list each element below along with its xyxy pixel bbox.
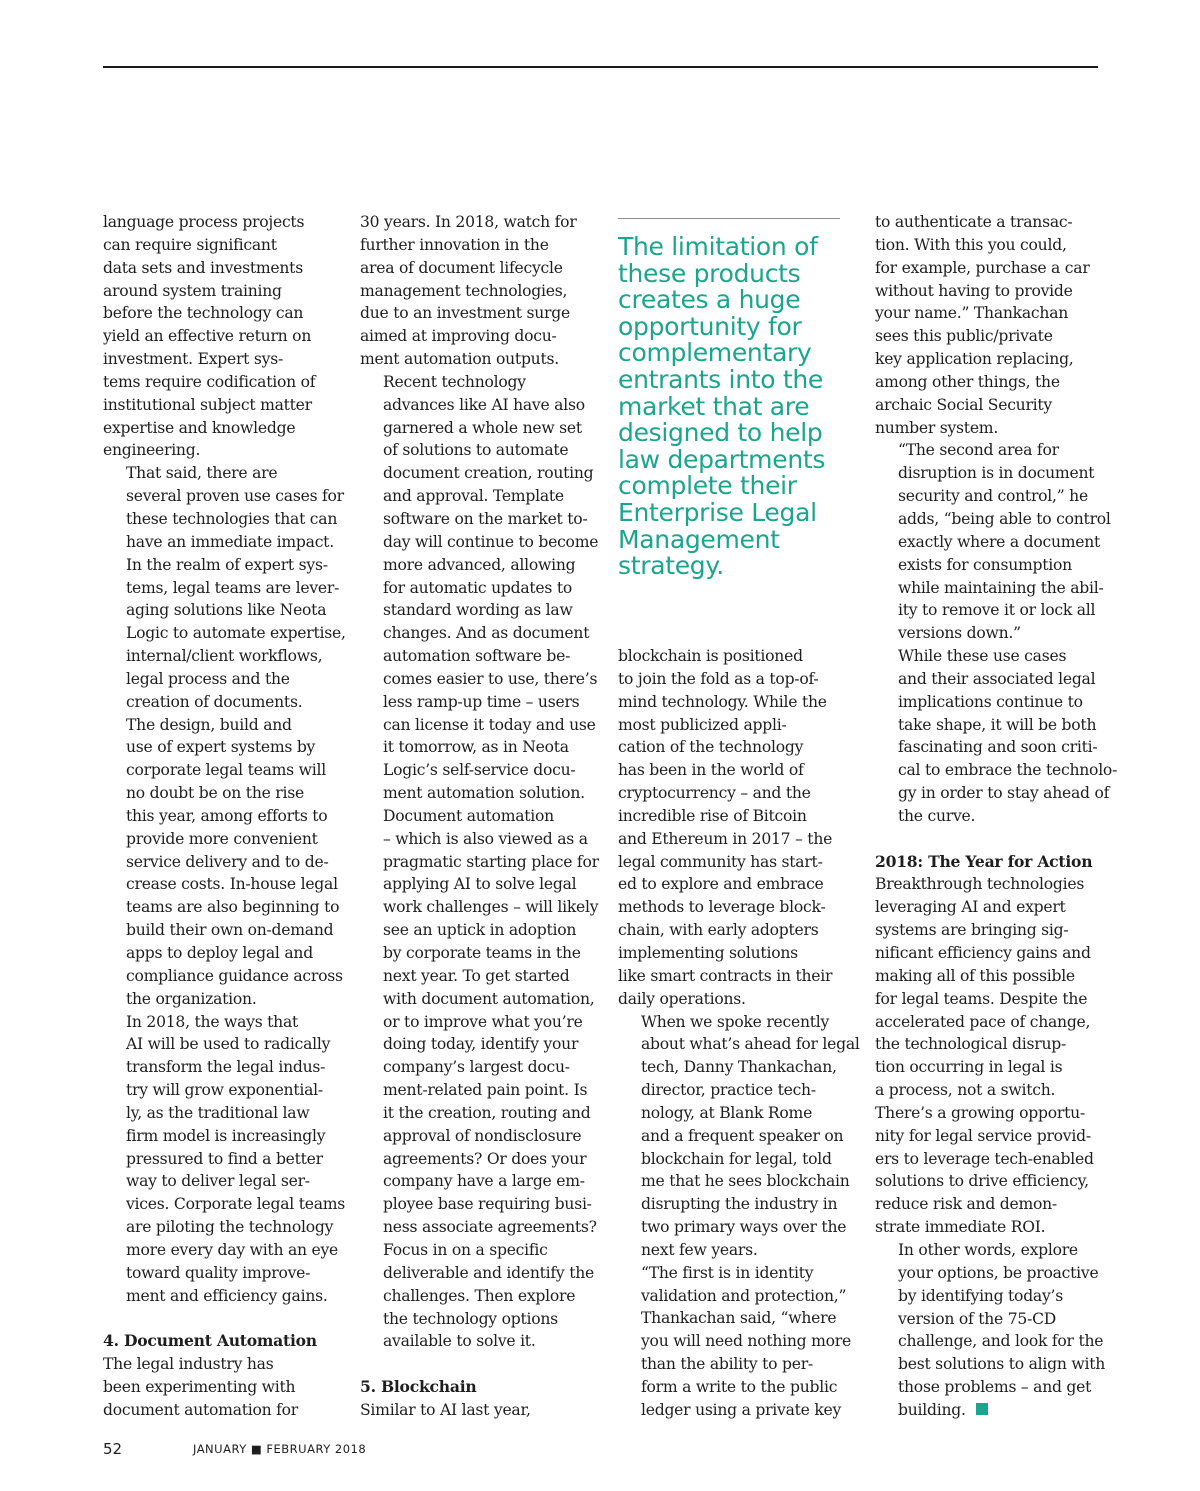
text-line: service delivery and to de- [126, 852, 329, 871]
text-line: “The first is in identity [641, 1263, 814, 1282]
text-line: and Ethereum in 2017 – the [618, 829, 833, 848]
text-line: your options, be proactive [898, 1263, 1099, 1282]
text-line: software on the market to- [383, 509, 588, 528]
text-line: company’s largest docu- [383, 1058, 570, 1077]
article-column-4 [875, 211, 1118, 1422]
text-line: ment and efficiency gains. [126, 1286, 328, 1305]
text-line: expertise and knowledge [103, 418, 296, 437]
text-line: In the realm of expert sys- [126, 555, 328, 574]
text-line: law departments [618, 444, 826, 474]
text-line: with document automation, [383, 989, 595, 1008]
text-line: several proven use cases for [126, 487, 344, 506]
text-line: While these use cases [898, 647, 1067, 666]
paragraph [875, 211, 1103, 439]
text-line: Document automation [383, 806, 554, 825]
text-line: tems require codification of [103, 372, 316, 391]
text-line: The design, build and [126, 715, 292, 734]
text-line: me that he sees blockchain [641, 1172, 850, 1191]
text-line: That said, there are [126, 464, 278, 483]
text-line: strate immediate ROI. [875, 1218, 1046, 1237]
text-line: tion. With this you could, [875, 235, 1067, 254]
text-line: director, practice tech- [641, 1081, 816, 1100]
text-line: document creation, routing [383, 464, 594, 483]
text-line: opportunity for [618, 311, 802, 341]
paragraph [360, 371, 599, 805]
text-line: AI will be used to radically [126, 1035, 331, 1054]
text-line: investment. Expert sys- [103, 350, 283, 369]
text-line: challenges. Then explore [383, 1286, 576, 1305]
text-line: chain, with early adopters [618, 921, 819, 940]
text-line: cryptocurrency – and the [618, 784, 811, 803]
text-line: tems, legal teams are lever- [126, 578, 340, 597]
text-line: There’s a growing opportu- [875, 1103, 1085, 1122]
text-line: making all of this possible [875, 966, 1075, 985]
text-line: the technological disrup- [875, 1035, 1066, 1054]
text-line: about what’s ahead for legal [641, 1035, 860, 1054]
text-line: transform the legal indus- [126, 1058, 326, 1077]
text-line: best solutions to align with [898, 1355, 1106, 1374]
text-line: company have a large em- [383, 1172, 585, 1191]
text-line: aging solutions like Neota [126, 601, 327, 620]
text-line: for example, purchase a car [875, 258, 1090, 277]
text-line: for automatic updates to [383, 578, 573, 597]
text-line: complementary [618, 338, 812, 368]
text-line: cation of the technology [618, 738, 804, 757]
paragraph [618, 645, 846, 1011]
text-line: this year, among efforts to [126, 806, 328, 825]
text-line: systems are bringing sig- [875, 921, 1069, 940]
text-line: without having to provide [875, 281, 1073, 300]
text-line: and a frequent speaker on [641, 1126, 844, 1145]
text-line: agreements? Or does your [383, 1149, 587, 1168]
text-line: solutions to drive efficiency, [875, 1172, 1089, 1191]
text-line: provide more convenient [126, 829, 318, 848]
text-line: compliance guidance across [126, 966, 343, 985]
text-line: vices. Corporate legal teams [126, 1195, 346, 1214]
text-line: these products [618, 258, 801, 288]
text-line: it tomorrow, as in Neota [383, 738, 569, 757]
text-line: next few years. [641, 1240, 758, 1259]
text-line: The limitation of [618, 232, 818, 261]
text-line: it the creation, routing and [383, 1103, 591, 1122]
text-line: management technologies, [360, 281, 568, 300]
text-line: cal to embrace the technolo- [898, 761, 1118, 780]
text-line: accelerated pace of change, [875, 1012, 1091, 1031]
text-line: entrants into the [618, 364, 824, 394]
text-line: you will need nothing more [641, 1332, 851, 1351]
text-line: institutional subject matter [103, 395, 312, 414]
text-line: changes. And as document [383, 624, 590, 643]
paragraph [360, 1399, 588, 1422]
text-line: work challenges – will likely [383, 898, 599, 917]
text-line: exactly where a document [898, 532, 1101, 551]
text-line: ed to explore and embrace [618, 875, 824, 894]
text-line: designed to help [618, 418, 823, 448]
end-of-article-mark [976, 1403, 988, 1415]
text-line: use of expert systems by [126, 738, 316, 757]
paragraph [103, 714, 343, 1011]
text-line: When we spoke recently [641, 1012, 830, 1031]
section-heading-document-automation: 4. Document Automation [103, 1331, 317, 1351]
paragraph [360, 211, 588, 371]
text-line: version of the 75-CD [898, 1309, 1057, 1328]
text-line: corporate legal teams will [126, 761, 326, 780]
text-line: challenge, and look for the [898, 1332, 1104, 1351]
text-line: document automation for [103, 1400, 299, 1419]
text-line: blockchain for legal, told [641, 1149, 832, 1168]
text-line: pragmatic starting place for [383, 852, 599, 871]
text-line: a process, not a switch. [875, 1081, 1056, 1100]
text-line: ness associate agreements? [383, 1218, 597, 1237]
paragraph [875, 873, 1103, 1239]
section-heading-year-for-action: 2018: The Year for Action [875, 851, 1093, 871]
text-line: building. [875, 1399, 1103, 1422]
text-line: 30 years. In 2018, watch for [360, 213, 577, 231]
text-line: than the ability to per- [641, 1355, 813, 1374]
text-line: most publicized appli- [618, 715, 787, 734]
text-line: try will grow exponential- [126, 1081, 323, 1100]
text-line: among other things, the [875, 372, 1060, 391]
text-line: adds, “being able to control [898, 509, 1111, 528]
text-line: doing today, identify your [383, 1035, 579, 1054]
text-line: the organization. [126, 989, 257, 1008]
text-line: firm model is increasingly [126, 1126, 326, 1145]
text-line: are piloting the technology [126, 1218, 334, 1237]
text-line: have an immediate impact. [126, 532, 334, 551]
text-line: available to solve it. [383, 1332, 536, 1351]
text-line: area of document lifecycle [360, 258, 563, 277]
paragraph [618, 1011, 860, 1262]
article-column-2 [360, 211, 599, 1422]
text-line: nity for legal service provid- [875, 1126, 1091, 1145]
text-line: complete their [618, 471, 797, 501]
text-line: further innovation in the [360, 235, 549, 254]
text-line: disruption is in document [898, 464, 1095, 483]
text-line: around system training [103, 281, 282, 300]
text-line: way to deliver legal ser- [126, 1172, 310, 1191]
text-line: Breakthrough technologies [875, 875, 1085, 894]
text-line: gy in order to stay ahead of [898, 784, 1110, 803]
text-line: pressured to find a better [126, 1149, 323, 1168]
text-line: two primary ways over the [641, 1218, 847, 1237]
text-line: garnered a whole new set [383, 418, 582, 437]
text-line: deliverable and identify the [383, 1263, 594, 1282]
text-line: ly, as the traditional law [126, 1103, 310, 1122]
text-line: yield an effective return on [103, 327, 312, 346]
text-line: Recent technology [383, 372, 526, 391]
top-rule [103, 66, 1098, 68]
paragraph [103, 1353, 331, 1422]
text-line: number system. [875, 418, 999, 437]
pull-quote [618, 234, 850, 580]
text-line: comes easier to use, there’s [383, 669, 598, 688]
text-line: mind technology. While the [618, 692, 827, 711]
text-line: form a write to the public [641, 1378, 838, 1396]
text-line: more advanced, allowing [383, 555, 576, 574]
text-line: ment-related pain point. Is [383, 1081, 588, 1100]
text-line: creation of documents. [126, 692, 303, 711]
text-line: ity to remove it or lock all [898, 601, 1096, 620]
section-heading-blockchain: 5. Blockchain [360, 1377, 477, 1397]
text-line: the technology options [383, 1309, 558, 1328]
text-line: can require significant [103, 235, 277, 254]
text-line: market that are [618, 391, 810, 421]
text-line: data sets and investments [103, 258, 303, 277]
text-line: “The second area for [898, 441, 1059, 460]
paragraph [875, 645, 1118, 828]
text-line: teams are also beginning to [126, 898, 340, 917]
text-line: to join the fold as a top-of- [618, 669, 819, 688]
text-line: engineering. [103, 441, 201, 460]
text-line: standard wording as law [383, 601, 573, 620]
text-line: methods to leverage block- [618, 898, 826, 917]
text-line: apps to deploy legal and [126, 944, 313, 962]
text-line: automation software be- [383, 647, 571, 666]
article-column-1 [103, 211, 346, 1422]
text-line: your name.” Thankachan [875, 304, 1069, 323]
text-line: more every day with an eye [126, 1240, 339, 1259]
text-line: language process projects [103, 213, 305, 231]
text-line: before the technology can [103, 304, 304, 323]
text-line: Management [618, 524, 780, 554]
text-line: key application replacing, [875, 350, 1074, 369]
text-line: toward quality improve- [126, 1263, 311, 1282]
text-line: security and control,” he [898, 487, 1088, 506]
text-line: legal process and the [126, 669, 290, 688]
text-line: ployee base requiring busi- [383, 1195, 592, 1214]
text-line: ers to leverage tech-enabled [875, 1149, 1094, 1168]
text-line: applying AI to solve legal [383, 875, 577, 894]
text-line: while maintaining the abil- [898, 578, 1104, 597]
text-line: ment automation solution. [383, 784, 585, 803]
text-line: – which is also viewed as a [383, 829, 588, 848]
text-line: for legal teams. Despite the [875, 989, 1088, 1008]
text-line: blockchain is positioned [618, 647, 803, 665]
text-line: implementing solutions [618, 943, 798, 962]
text-line: like smart contracts in their [618, 966, 833, 985]
paragraph [875, 1239, 1106, 1422]
paragraph [360, 805, 599, 1353]
text-line: internal/client workflows, [126, 647, 323, 666]
text-line: incredible rise of Bitcoin [618, 806, 807, 825]
paragraph [103, 1011, 346, 1308]
text-line: aimed at improving docu- [360, 327, 557, 346]
text-line: Logic’s self-service docu- [383, 761, 576, 780]
text-line: reduce risk and demon- [875, 1195, 1057, 1214]
text-line: less ramp-up time – users [383, 692, 580, 711]
text-line: versions down.” [898, 624, 1021, 643]
text-line: fascinating and soon criti- [898, 738, 1098, 757]
text-line: nology, at Blank Rome [641, 1103, 813, 1122]
text-line: of solutions to automate [383, 441, 569, 460]
text-line: next year. To get started [383, 966, 570, 985]
text-line: approval of nondisclosure [383, 1126, 582, 1145]
text-line: daily operations. [618, 989, 746, 1008]
text-line: no doubt be on the rise [126, 784, 304, 803]
text-line: crease costs. In-house legal [126, 875, 338, 894]
text-line: Focus in on a specific [383, 1240, 548, 1259]
article-column-3 [618, 645, 860, 1422]
text-line: In other words, explore [898, 1240, 1078, 1259]
text-line: been experimenting with [103, 1378, 296, 1397]
text-line: disrupting the industry in [641, 1195, 838, 1214]
text-line: advances like AI have also [383, 395, 585, 414]
text-line: and approval. Template [383, 487, 564, 506]
text-line: or to improve what you’re [383, 1012, 583, 1031]
text-line: see an uptick in adoption [383, 921, 577, 940]
text-line: The legal industry has [103, 1355, 274, 1374]
text-line: tech, Danny Thankachan, [641, 1058, 837, 1077]
text-line: In 2018, the ways that [126, 1012, 299, 1031]
text-line: Thankachan said, “where [641, 1309, 837, 1328]
text-line: sees this public/private [875, 327, 1053, 346]
text-line: has been in the world of [618, 761, 804, 780]
text-line: legal community has start- [618, 852, 823, 871]
page-number: 52 [103, 1440, 123, 1458]
text-line: by corporate teams in the [383, 944, 581, 962]
text-line: due to an investment surge [360, 304, 570, 323]
text-line: tion occurring in legal is [875, 1058, 1063, 1077]
text-line: those problems – and get [898, 1378, 1092, 1397]
pull-quote-rule [618, 218, 840, 219]
text-line: take shape, it will be both [898, 715, 1097, 734]
text-line: archaic Social Security [875, 395, 1052, 414]
text-line: leveraging AI and expert [875, 898, 1066, 917]
text-line: Enterprise Legal [618, 497, 817, 527]
text-line: by identifying today’s [898, 1286, 1063, 1305]
text-line: Logic to automate expertise, [126, 624, 346, 643]
text-line: nificant efficiency gains and [875, 944, 1091, 962]
paragraph [875, 439, 1111, 645]
text-line: build their own on-demand [126, 921, 334, 940]
text-line: exists for consumption [898, 555, 1072, 574]
text-line: validation and protection,” [641, 1286, 847, 1305]
paragraph [103, 462, 346, 713]
issue-date: JANUARY ■ FEBRUARY 2018 [193, 1442, 367, 1456]
text-line: Similar to AI last year, [360, 1400, 531, 1419]
text-line: these technologies that can [126, 509, 338, 528]
text-line: implications continue to [898, 692, 1083, 711]
text-line: day will continue to become [383, 532, 599, 551]
text-line: can license it today and use [383, 715, 596, 734]
paragraph [103, 211, 331, 462]
paragraph [618, 1262, 851, 1422]
text-line: and their associated legal [898, 669, 1096, 688]
text-line: ment automation outputs. [360, 350, 559, 369]
text-line: to authenticate a transac- [875, 213, 1073, 231]
text-line: creates a huge [618, 285, 801, 315]
text-line: strategy. [618, 551, 724, 581]
text-line: ledger using a private key [641, 1400, 842, 1419]
text-line: the curve. [898, 806, 976, 825]
